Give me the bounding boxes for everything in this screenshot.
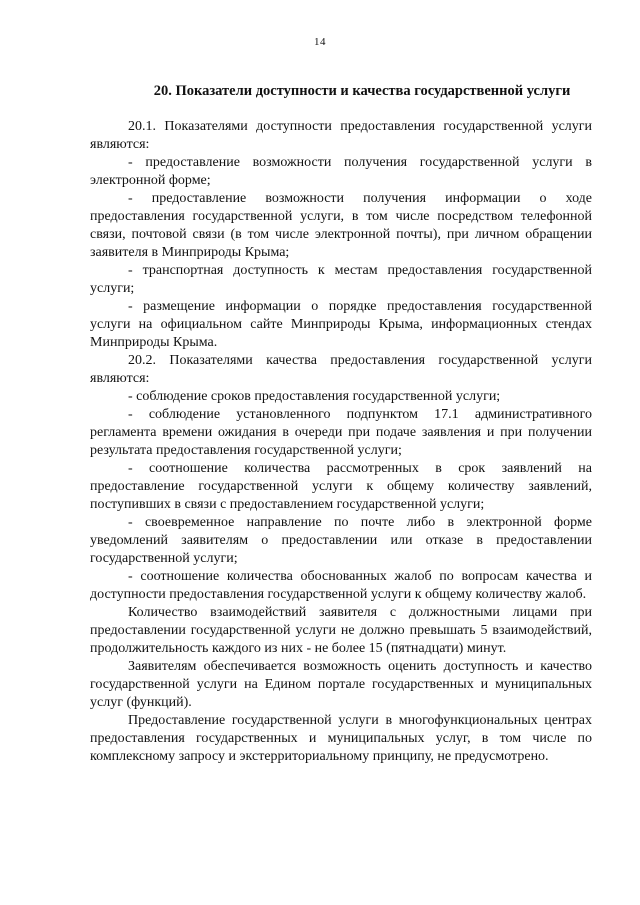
list-item-electronic-form: - предоставление возможности получения государственной услуги в электронной форме; (90, 155, 592, 188)
list-item-progress-info: - предоставление возможности получения информации о ходе предоставления государственной услуги, в том числе посредством телефонной связи, почтовой связи (в том числе электронной почты), при личном обращении заявителя в Минприроды Крыма; (90, 191, 592, 260)
paragraph-interactions: Количество взаимодействий заявителя с должностными лицами при предоставлении государственной услуги не должно превышать 5 взаимодействий, продолжительность каждого из них - не более 15 (пятнадцати) минут. (90, 605, 592, 656)
paragraph-20-1-intro: 20.1. Показателями доступности предоставления государственной услуги являются: (90, 119, 592, 152)
paragraph-mfc: Предоставление государственной услуги в многофункциональных центрах предоставления государственных и муниципальных услуг, в том числе по комплексному запросу и экстерриториальному принципу, не предусмотрено. (90, 713, 592, 764)
page-number: 14 (314, 36, 326, 48)
list-item-waiting-time: - соблюдение установленного подпунктом 17.1 административного регламента времени ожидания в очереди при подаче заявления и при получении результата предоставления государственной услуги; (90, 407, 592, 458)
list-item-info-placement: - размещение информации о порядке предоставления государственной услуги на официальном сайте Минприроды Крыма, информационных стендах Минприроды Крыма. (90, 299, 592, 350)
section-body (90, 118, 592, 766)
paragraph-evaluation: Заявителям обеспечивается возможность оценить доступность и качество государственной услуги на Едином портале государственных и муниципальных услуг (функций). (90, 659, 592, 710)
list-item-applications-ratio: - соотношение количества рассмотренных в срок заявлений на предоставление государственной услуги к общему количеству заявлений, поступивших в связи с предоставлением государственной услуги; (90, 461, 592, 512)
list-item-complaints-ratio: - соотношение количества обоснованных жалоб по вопросам качества и доступности предоставления государственной услуги к общему количеству жалоб. (90, 569, 592, 602)
list-item-notifications: - своевременное направление по почте либо в электронной форме уведомлений заявителям о предоставлении или отказе в предоставлении государственной услуги; (90, 515, 592, 566)
section-heading: 20. Показатели доступности и качества государственной услуги (153, 83, 571, 99)
list-item-transport-access: - транспортная доступность к местам предоставления государственной услуги; (90, 263, 592, 296)
paragraph-20-2-intro: 20.2. Показателями качества предоставления государственной услуги являются: (90, 353, 592, 386)
list-item-deadlines: - соблюдение сроков предоставления государственной услуги; (128, 389, 501, 404)
